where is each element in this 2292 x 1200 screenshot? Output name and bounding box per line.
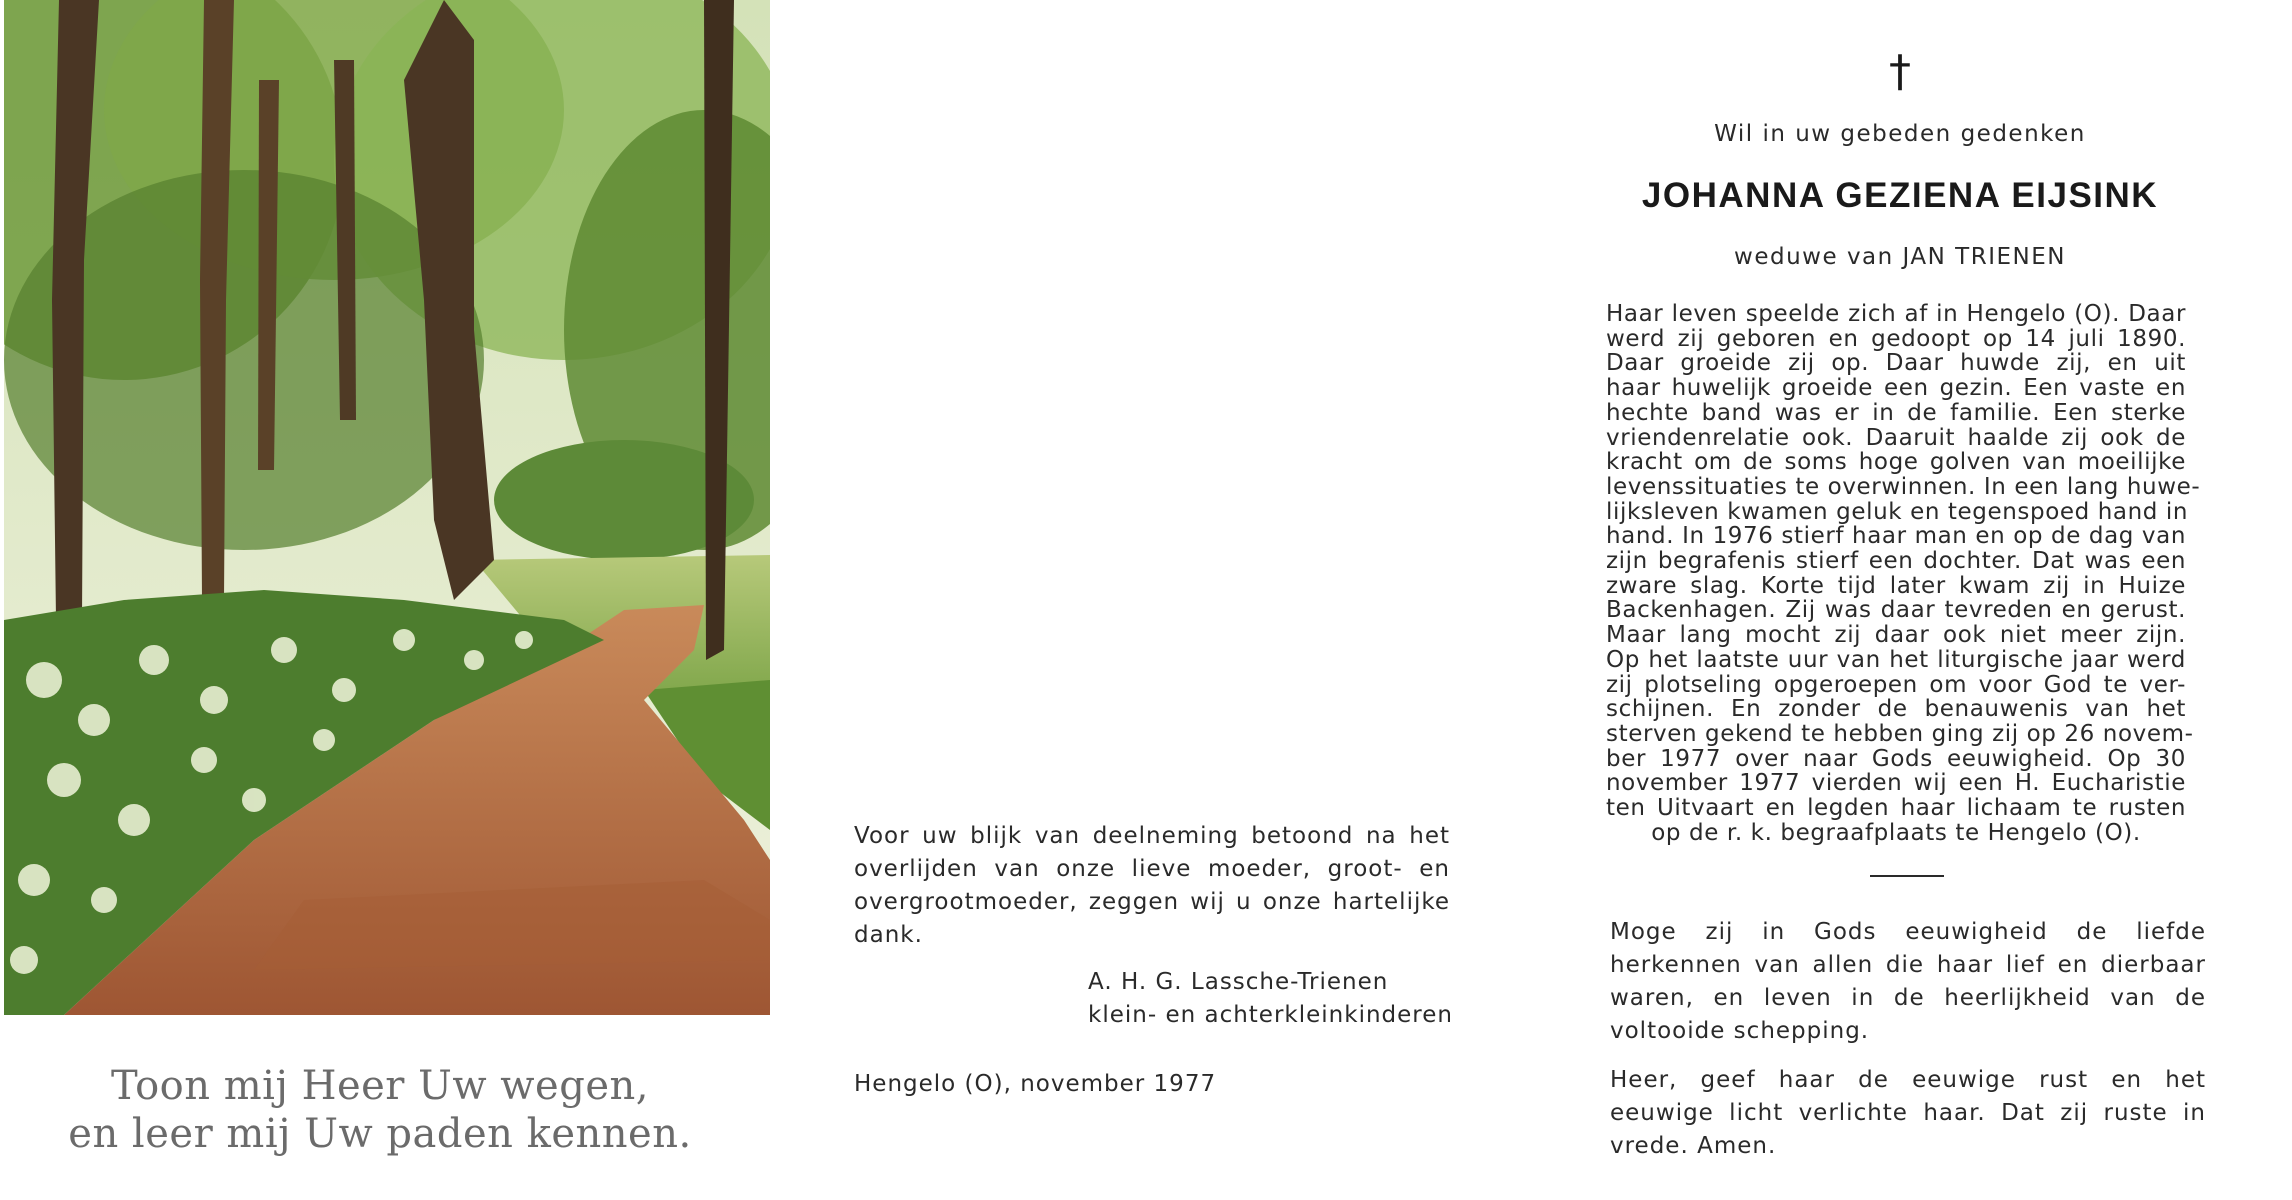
bio-line: hand. In 1976 stierf haar man en op de dag van <box>1606 523 2186 550</box>
bio-line: november 1977 vierden wij een H. Eucharistie <box>1606 770 2186 797</box>
bio-line: lijksleven kwamen geluk en tegenspoed hand in <box>1606 498 2189 525</box>
bio-line: hechte band was er in de familie. Een sterke <box>1606 399 2186 426</box>
bio-line: ber 1977 over naar Gods eeuwigheid. Op 30 <box>1606 745 2186 772</box>
widow-of-line: weduwe van JAN TRIENEN <box>1734 244 2066 270</box>
bio-line: haar huwelijk groeide een gezin. Een vaste en <box>1606 375 2186 402</box>
signature-line-1: A. H. G. Lassche-Trienen <box>1088 969 1389 995</box>
prayer-text: Moge zij in Gods eeuwigheid de liefde herkennen van allen die haar lief en dierbaar waren, en leven in de heerlijkheid van de voltooide schepping. <box>1610 919 2206 1044</box>
bio-line: levenssituaties te overwinnen. In een lang huwe- <box>1606 473 2201 500</box>
caption-line-2: en leer mij Uw paden kennen. <box>68 1111 692 1157</box>
intro-line: Wil in uw gebeden gedenken <box>1714 121 2086 147</box>
biography <box>1606 301 2201 846</box>
forest-path-photo-icon <box>4 0 770 1015</box>
bio-line: zware slag. Korte tijd later kwam zij in Huize <box>1606 572 2186 599</box>
bio-line: Backenhagen. Zij was daar tevreden en gerust. <box>1606 597 2186 624</box>
deceased-name: JOHANNA GEZIENA EIJSINK <box>1641 176 2159 215</box>
forest-path-photo <box>4 0 770 1015</box>
bio-line: op de r. k. begraafplaats te Hengelo (O). <box>1651 819 2141 846</box>
signature-line-2: klein- en achterkleinkinderen <box>1088 1002 1453 1028</box>
bio-line: Daar groeide zij op. Daar huwde zij, en uit <box>1606 350 2186 377</box>
blessing-text: Heer, geef haar de eeuwige rust en het eeuwige licht verlichte haar. Dat zij ruste in vrede. Amen. <box>1610 1067 2206 1159</box>
bio-line: schijnen. En zonder de benauwenis van het <box>1606 696 2186 723</box>
bio-line: zij plotseling opgeroepen om voor God te ver- <box>1606 671 2186 698</box>
thanks-text: Voor uw blijk van deelneming betoond na het overlijden van onze lieve moeder, groot- en overgrootmoeder, zeggen wij u onze hartelijke dank. <box>854 823 1450 948</box>
divider <box>1870 875 1944 877</box>
bio-line: sterven gekend te hebben ging zij op 26 novem- <box>1606 720 2194 747</box>
caption-line-1: Toon mij Heer Uw wegen, <box>111 1063 649 1109</box>
bio-line: Op het laatste uur van het liturgische jaar werd <box>1606 646 2186 673</box>
bio-line: werd zij geboren en gedoopt op 14 juli 1890. <box>1606 325 2186 352</box>
cross-icon: † <box>1889 46 1911 97</box>
place-date: Hengelo (O), november 1977 <box>854 1071 1217 1097</box>
bio-line: Haar leven speelde zich af in Hengelo (O). Daar <box>1606 301 2186 327</box>
scripture-caption <box>0 1062 760 1158</box>
bio-line: vriendenrelatie ook. Daaruit haalde zij ook de <box>1606 424 2186 451</box>
bio-line: kracht om de soms hoge golven van moeilijke <box>1606 449 2186 476</box>
bio-line: ten Uitvaart en legden haar lichaam te rusten <box>1606 795 2186 822</box>
family-signature <box>1088 966 1468 1032</box>
bio-line: Maar lang mocht zij daar ook niet meer zijn. <box>1606 622 2186 649</box>
bio-line: zijn begrafenis stierf een dochter. Dat was een <box>1606 548 2186 575</box>
